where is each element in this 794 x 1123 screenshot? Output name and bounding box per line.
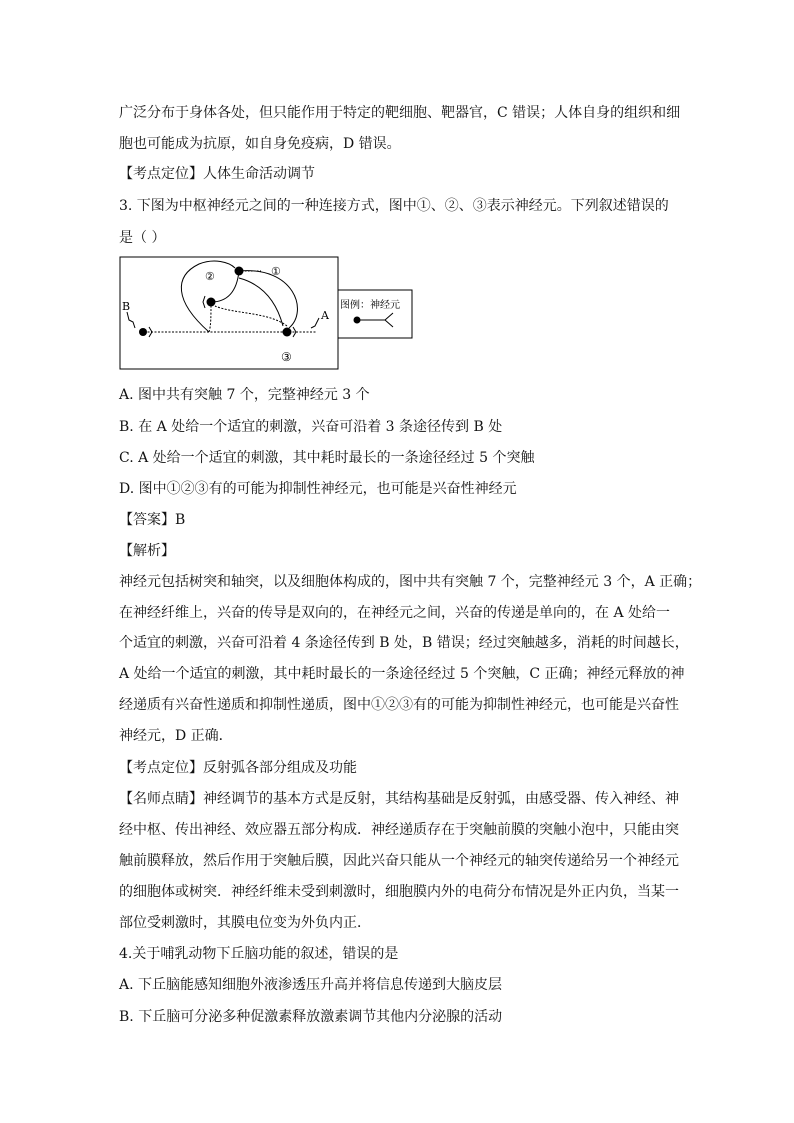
neuron-body-3 <box>283 328 292 337</box>
fiber-2-to-1 <box>211 271 239 302</box>
mingshi-line: 部位受刺激时，其膜电位变为外负内正． <box>119 915 371 931</box>
label-2: ② <box>205 270 215 283</box>
analysis-line: 神经元包括树突和轴突，以及细胞体构成的，图中共有突触 7 个，完整神经元 3 个，A 正确； <box>119 574 702 590</box>
mingshi-line: 触前膜释放，然后作用于突触后膜，因此兴奋只能从一个神经元的轴突传递给另一个神经元 <box>119 853 679 869</box>
question-4-stem: 4.关于哺乳动物下丘脑功能的叙述，错误的是 <box>119 946 399 962</box>
answer-label: 【答案】B <box>119 512 186 528</box>
neuron-diagram-svg <box>119 256 415 372</box>
analysis-line: 个适宜的刺激，兴奋可沿着 4 条途径传到 B 处，B 错误；经过突触越多，消耗的时间越长， <box>119 635 689 651</box>
q4-option-b: B. 下丘脑可分泌多种促激素释放激素调节其他内分泌腺的活动 <box>119 1009 503 1025</box>
neuron-body-b <box>139 328 147 336</box>
synapse-2 <box>203 296 205 308</box>
analysis-line: 在神经纤维上，兴奋的传导是双向的，在神经元之间，兴奋的传递是单向的，在 A 处给一 <box>119 605 671 621</box>
text-line: 广泛分布于身体各处，但只能作用于特定的靶细胞、靶器官，C 错误；人体自身的组织和细 <box>119 105 681 121</box>
mingshi-line: 【名师点睛】神经调节的基本方式是反射，其结构基础是反射弧，由感受器、传入神经、神 <box>119 791 679 807</box>
legend-text: 图例：神经元 <box>340 300 400 311</box>
analysis-title: 【解析】 <box>119 543 175 559</box>
diagram-frame <box>120 257 338 369</box>
neuron-diagram <box>119 256 415 372</box>
fiber-1-to-3 <box>239 271 297 328</box>
stimulus-arrow-a <box>311 318 319 328</box>
analysis-line: A 处给一个适宜的刺激，其中耗时最长的一条途径经过 5 个突触，C 正确；神经元释放的神 <box>119 666 685 682</box>
text-line: 胞也可能成为抗原，如自身免疫病，D 错误。 <box>119 136 401 152</box>
q4-option-a: A. 下丘脑能感知细胞外液渗透压升高并将信息传递到大脑皮层 <box>119 977 503 993</box>
mingshi-line: 的细胞体或树突．神经纤维未受到刺激时，细胞膜内外的电荷分布情况是外正内负，当某一 <box>119 884 679 900</box>
label-1: ① <box>271 265 281 278</box>
kaodian-label: 【考点定位】人体生命活动调节 <box>119 166 315 182</box>
option-b: B. 在 A 处给一个适宜的刺激，兴奋可沿着 3 条途径传到 B 处 <box>119 419 503 435</box>
label-b: B <box>122 300 131 313</box>
question-3-stem-end: 是（ ） <box>119 230 166 246</box>
option-a: A. 图中共有突触 7 个，完整神经元 3 个 <box>119 387 370 403</box>
legend-box <box>338 290 412 338</box>
kaodian-label: 【考点定位】反射弧各部分组成及功能 <box>119 760 357 776</box>
stimulus-arrow-b <box>127 312 135 328</box>
analysis-line: 神经元，D 正确． <box>119 728 233 744</box>
analysis-line: 经递质有兴奋性递质和抑制性递质，图中①②③有的可能为抑制性神经元，也可能是兴奋性 <box>119 697 679 713</box>
option-d: D. 图中①②③有的可能为抑制性神经元，也可能是兴奋性神经元 <box>119 481 517 497</box>
fiber-2-to-main <box>209 302 211 332</box>
legend-terminal <box>385 313 393 327</box>
label-a: A <box>321 309 329 322</box>
fiber-1-to-3-inner <box>239 278 283 326</box>
label-3: ③ <box>281 350 292 364</box>
question-3-stem: 3. 下图为中枢神经元之间的一种连接方式，图中①、②、③表示神经元。下列叙述错误的 <box>119 198 669 214</box>
mingshi-line: 经中枢、传出神经、效应器五部分构成．神经递质存在于突触前膜的突触小泡中，只能由突 <box>119 822 679 838</box>
option-c: C. A 处给一个适宜的刺激，其中耗时最长的一条途径经过 5 个突触 <box>119 450 535 466</box>
